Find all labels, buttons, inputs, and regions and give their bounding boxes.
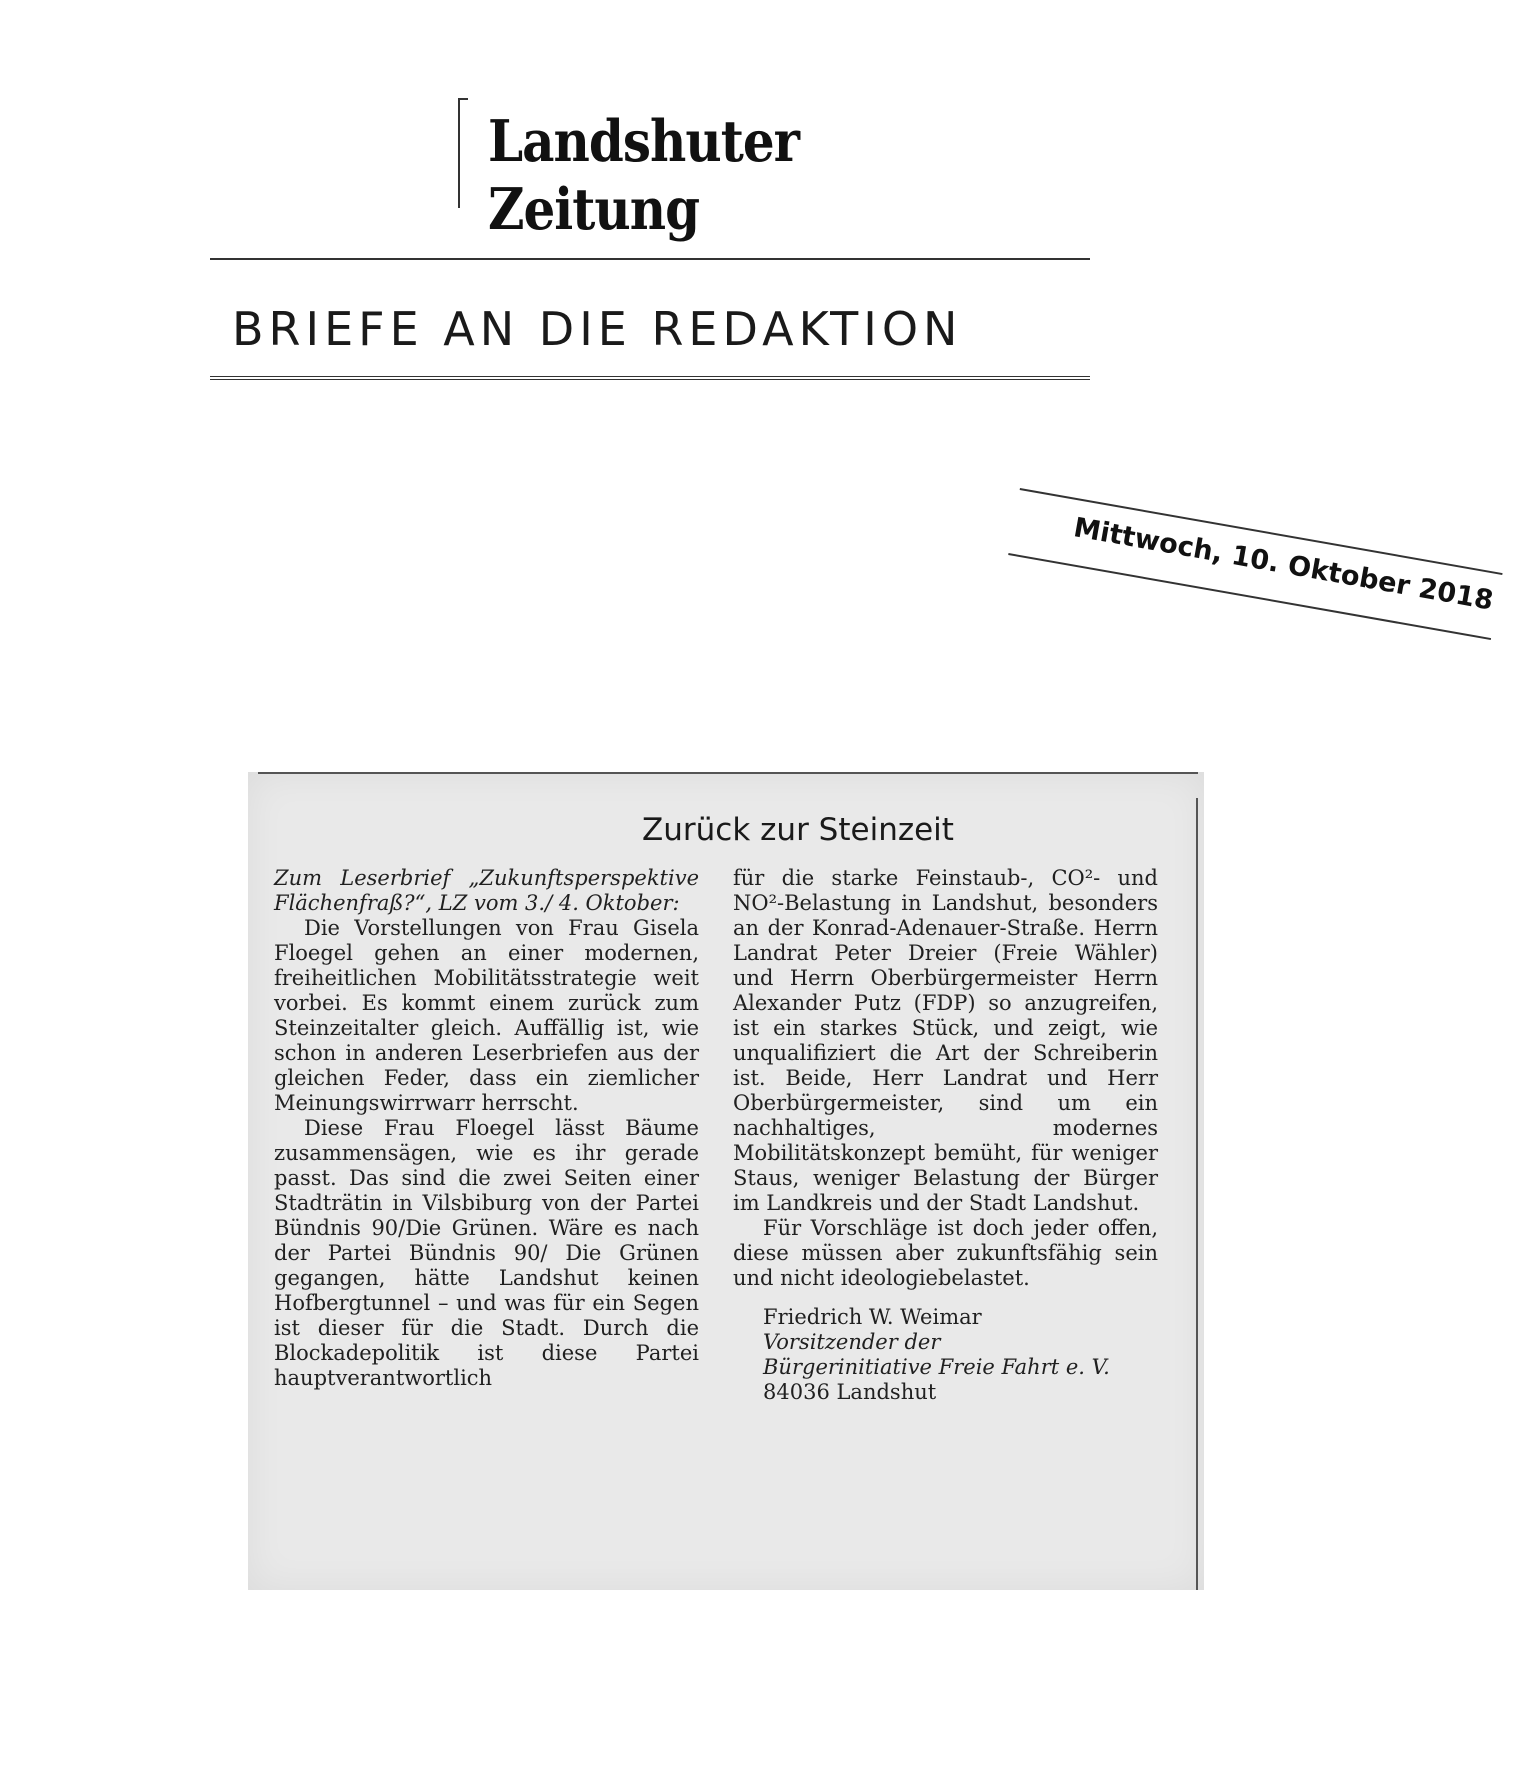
article-paragraph: für die starke Feinstaub-, CO²- und NO²-Belastung in Landshut, besonders an der Konrad-Adenauer-Straße. Herrn Landrat Peter Dreier (Freie Wähler) und Herrn Oberbürgermeister Herrn Alexander Putz (FDP) so anzugreifen, ist ein starkes Stück, und zeigt, wie unqualifiziert die Art der Schreiberin ist. Beide, Herr Landrat und Herr Oberbürgermeister, sind um ein nachhaltiges, modernes Mobilitätskonzept bemüht, für weniger Staus, weniger Belastung der Bürger im Landkreis und der Stadt Landshut. [733, 866, 1158, 1215]
clipping-right-edge [1196, 798, 1198, 1590]
article-clipping [248, 772, 1204, 1590]
section-rule-top [210, 258, 1090, 260]
article-headline: Zurück zur Steinzeit [642, 812, 954, 848]
article-paragraph: Die Vorstellungen von Frau Gisela Floegel gehen an einer modernen, freiheitlichen Mobilitätsstrategie weit vorbei. Es kommt einem zurück zum Steinzeitalter gleich. Auffällig ist, wie schon in anderen Leserbriefen aus der gleichen Feder, dass ein ziemlicher Meinungswirrwarr herrscht. [274, 916, 699, 1115]
publication-date: Mittwoch, 10. Oktober 2018 [1071, 512, 1496, 617]
section-header [210, 258, 1090, 384]
signature-city: 84036 Landshut [763, 1380, 937, 1404]
signature-organization: Bürgerinitiative Freie Fahrt e. V. [763, 1355, 1110, 1379]
article-paragraph: Für Vorschläge ist doch jeder offen, diese müssen aber zukunftsfähig sein und nicht ideologiebelastet. [733, 1216, 1158, 1290]
article-lead: Zum Leserbrief „Zukunftsperspektive Flächenfraß?“, LZ vom 3./ 4. Oktober: [274, 866, 699, 915]
article-column-left [274, 866, 699, 1391]
date-strip [1004, 488, 1503, 664]
signature-role: Vorsitzender der [763, 1330, 941, 1354]
signature-spacer [733, 1291, 1158, 1305]
masthead-bracket [458, 98, 468, 208]
newspaper-logo: Landshuter Zeitung [488, 107, 799, 243]
signature-name: Friedrich W. Weimar [763, 1305, 982, 1329]
article-paragraph: Diese Frau Floegel lässt Bäume zusammensägen, wie es ihr gerade passt. Das sind die zwei Seiten einer Stadträtin in Vilsbiburg von der Partei Bündnis 90/Die Grünen. Wäre es nach der Partei Bündnis 90/ Die Grünen gegangen, hätte Landshut keinen Hofbergtunnel – und was für ein Segen ist dieser für die Stadt. Durch die Blockadepolitik ist diese Partei hauptverantwortlich [274, 1116, 699, 1390]
section-rule-bottom [210, 376, 1090, 380]
clipping-top-edge [258, 772, 1198, 774]
section-title: BRIEFE AN DIE REDAKTION [232, 302, 963, 356]
masthead [458, 98, 898, 243]
article-column-right [733, 866, 1158, 1405]
